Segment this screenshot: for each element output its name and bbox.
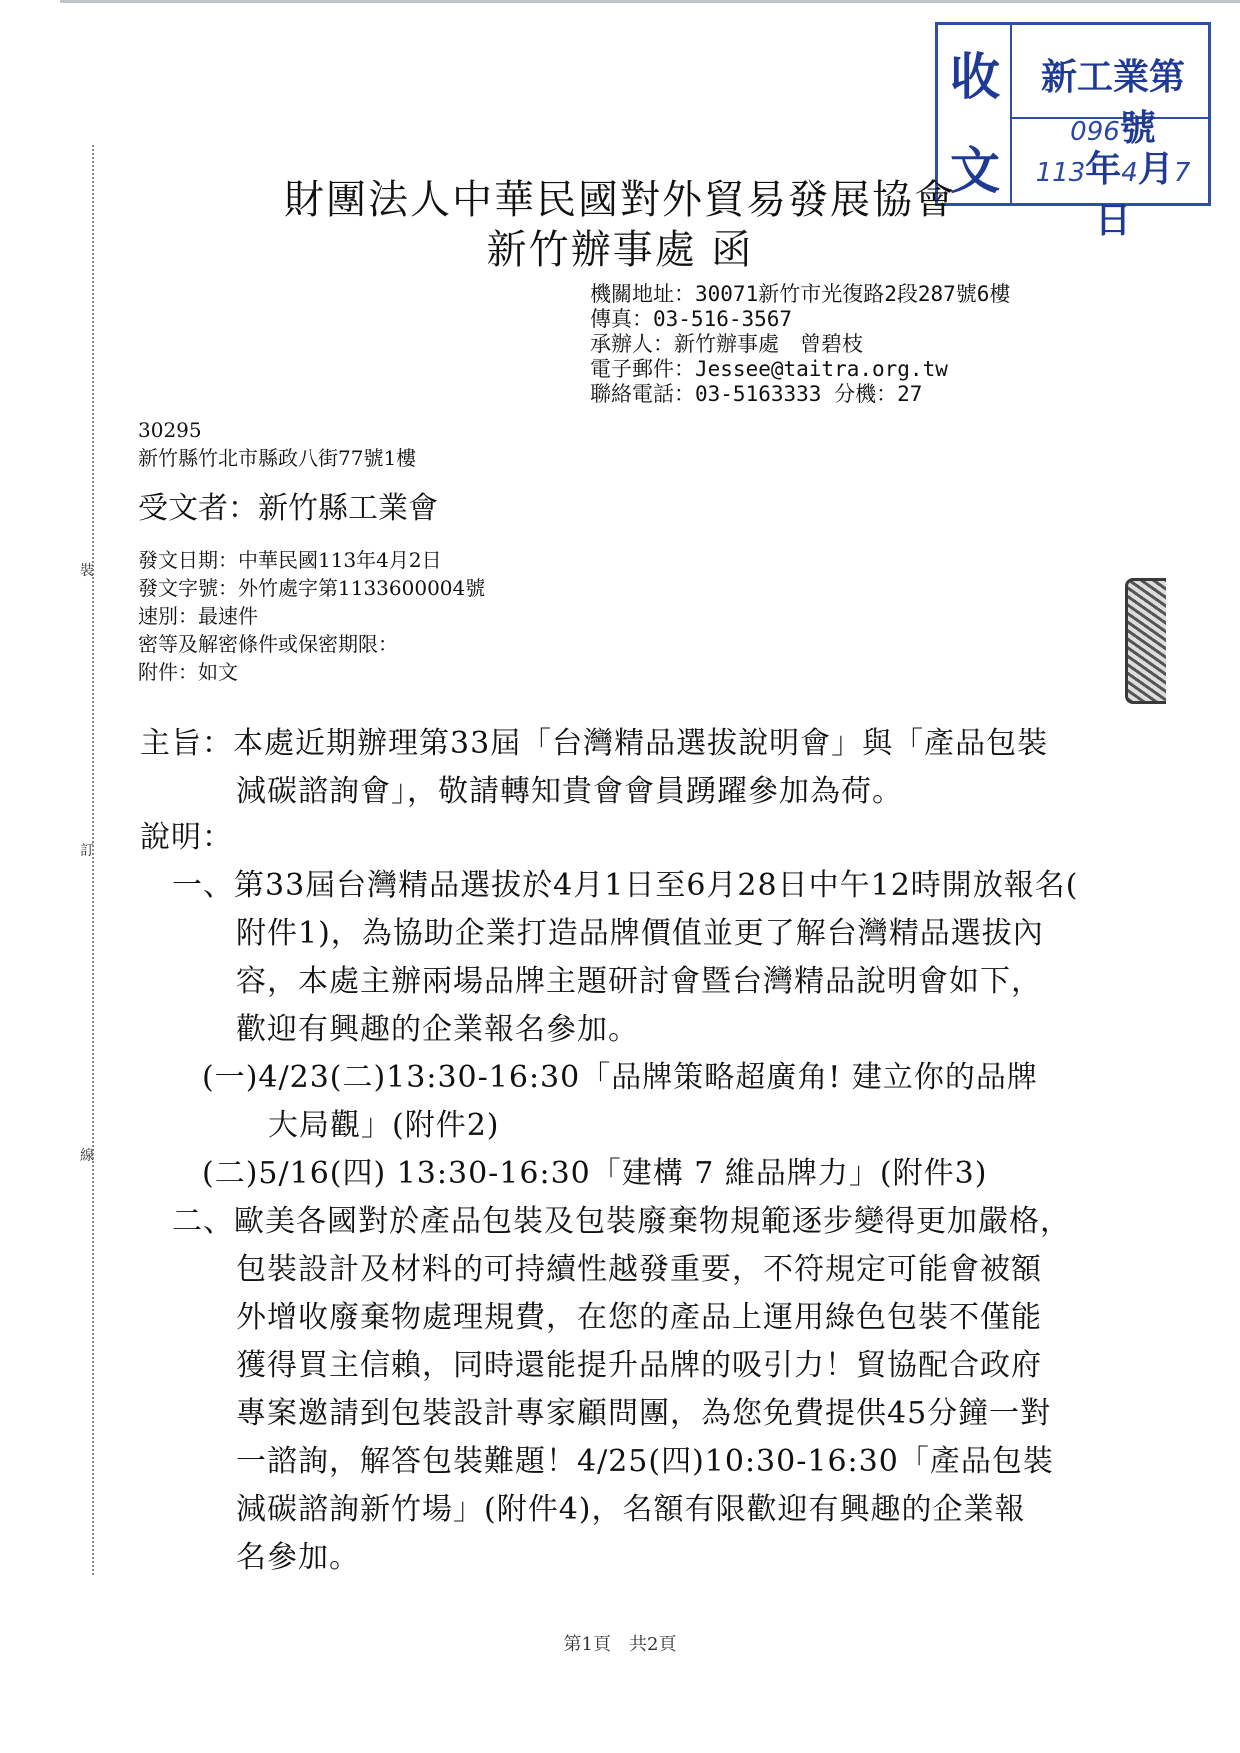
binding-char-xian: 線 [80, 1148, 94, 1164]
item-2-line: 包裝設計及材料的可持續性越發重要，不符規定可能會被額 [236, 1252, 1042, 1287]
item-2-line: 外增收廢棄物處理規費，在您的產品上運用綠色包裝不僅能 [236, 1300, 1042, 1335]
stamp-date-month: 4 [1121, 158, 1138, 188]
item-2-line: 獲得買主信賴，同時還能提升品牌的吸引力！貿協配合政府 [236, 1348, 1042, 1383]
page-footer: 第1頁 共2頁 [563, 1634, 677, 1655]
document-meta [138, 546, 485, 686]
stamp-number [1018, 49, 1208, 151]
item-2-line: 減碳諮詢新竹場」(附件4)，名額有限歡迎有興趣的企業報 [236, 1492, 1026, 1527]
binding-line [92, 145, 94, 1575]
sub-item-2-line: (二)5/16(四) 13:30-16:30「建構 7 維品牌力」(附件3) [202, 1156, 988, 1191]
confidentiality: 密等及解密條件或保密期限： [138, 632, 398, 656]
subject-line: 減碳諮詢會」，敬請轉知貴會會員踴躍參加為荷。 [236, 774, 903, 809]
stamp-number-prefix: 新工業第 [1040, 57, 1185, 98]
sender-address: 機關地址：30071新竹市光復路2段287號6樓 [590, 282, 1011, 306]
stamp-char-receive: 收 [950, 48, 1000, 106]
urgency: 速別：最速件 [138, 604, 258, 628]
sub-item-1-line: 大局觀」(附件2) [268, 1108, 500, 1143]
binding-char-zhuang: 裝 [80, 563, 94, 579]
issue-date: 發文日期：中華民國113年4月2日 [138, 548, 442, 572]
explanation-label: 說明： [140, 820, 233, 855]
scan-top-edge [60, 0, 1240, 3]
stamp-date-month-label: 月 [1137, 149, 1174, 190]
recipient-postcode: 30295 [138, 418, 202, 442]
item-2-line: 二、歐美各國對於產品包裝及包裝廢棄物規範逐步變得更加嚴格， [172, 1204, 1071, 1239]
document-title: 財團法人中華民國對外貿易發展協會 [284, 177, 956, 223]
sender-phone: 聯絡電話：03-5163333 分機：27 [590, 382, 923, 406]
seal-stamp [1125, 578, 1166, 704]
sender-fax: 傳真：03-516-3567 [590, 307, 793, 331]
item-1-line: 一、第33屆台灣精品選拔於4月1日至6月28日中午12時開放報名( [172, 868, 1079, 903]
document-subtitle: 新竹辦事處 函 [486, 227, 754, 273]
stamp-number-suffix: 號 [1119, 108, 1156, 149]
sub-item-1-line: (一)4/23(二)13:30-16:30「品牌策略超廣角! 建立你的品牌 [202, 1060, 1038, 1095]
binding-char-ding: 訂 [80, 843, 94, 859]
stamp-date-year: 113 [1035, 158, 1086, 188]
item-1-line: 附件1)，為協助企業打造品牌價值並更了解台灣精品選拔內 [236, 916, 1044, 951]
stamp-char-document: 文 [950, 142, 1000, 200]
stamp-date-day-label: 日 [1094, 200, 1131, 241]
item-2-line: 專案邀請到包裝設計專家顧問團，為您免費提供45分鐘一對 [236, 1396, 1052, 1431]
stamp-number-handwritten: 096 [1070, 117, 1120, 147]
stamp-date-year-label: 年 [1085, 149, 1122, 190]
recipient-address: 新竹縣竹北市縣政八街77號1樓 [138, 446, 417, 470]
recipient: 受文者：新竹縣工業會 [138, 491, 438, 526]
sender-info [590, 282, 1010, 407]
stamp-date-day: 7 [1173, 158, 1191, 188]
item-2-line: 一諮詢，解答包裝難題！4/25(四)10:30-16:30「產品包裝 [236, 1444, 1054, 1479]
sender-email: 電子郵件：Jessee@taitra.org.tw [590, 357, 948, 381]
item-1-line: 容，本處主辦兩場品牌主題研討會暨台灣精品說明會如下， [236, 964, 1042, 999]
item-2-line: 名參加。 [236, 1540, 360, 1575]
sender-contact: 承辦人：新竹辦事處 曾碧枝 [590, 332, 863, 356]
attachments: 附件：如文 [138, 660, 238, 684]
item-1-line: 歡迎有興趣的企業報名參加。 [236, 1012, 639, 1047]
document-number: 發文字號：外竹處字第1133600004號 [138, 576, 486, 600]
subject-line: 主旨：本處近期辦理第33屆「台灣精品選拔說明會」與「產品包裝 [140, 726, 1049, 761]
